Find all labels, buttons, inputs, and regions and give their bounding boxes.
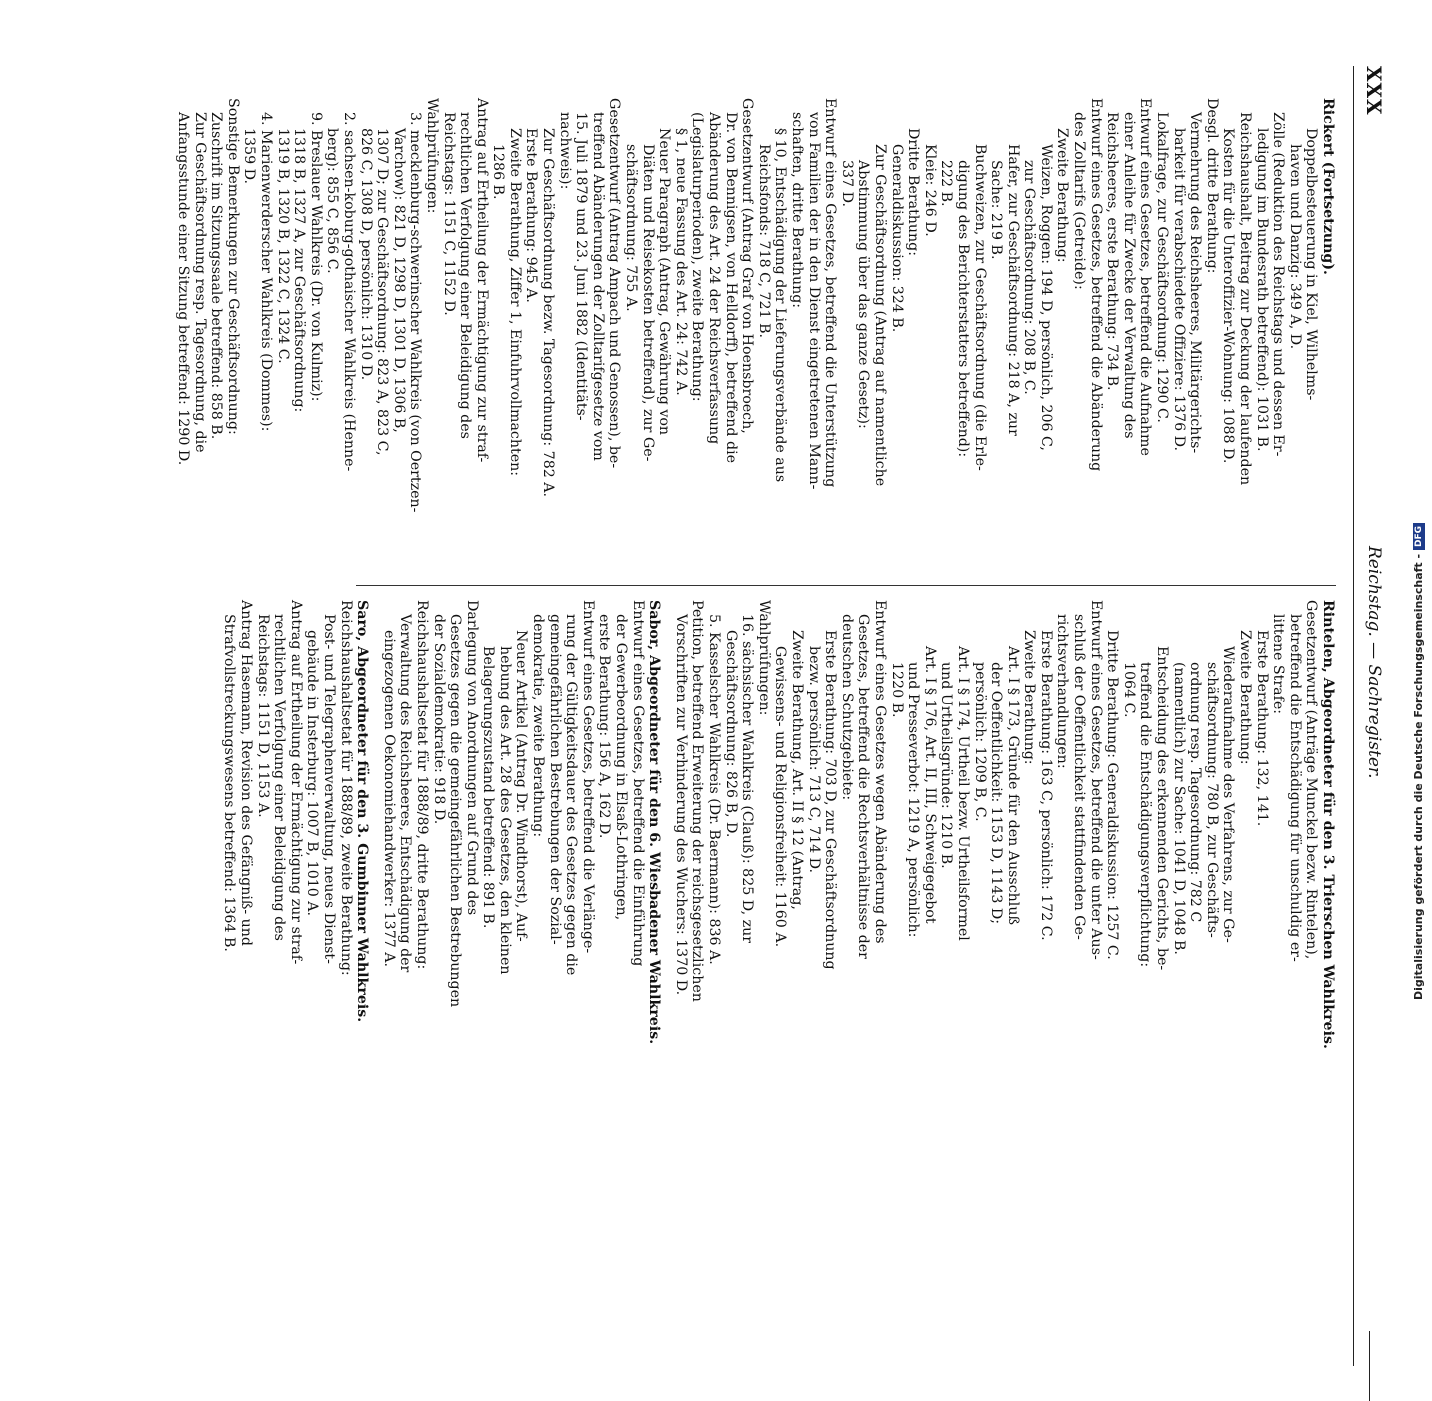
index-line: der Gewerbeordnung in Elsaß-Lothringen, [613,614,630,921]
index-line: (Legislaturperioden), zweite Berathung: [689,112,706,402]
index-line: 16. sächsischer Wahlkreis (Clauß): 825 D, zur [739,614,756,944]
index-line: 222 B. [938,160,955,207]
left-column [175,98,1336,658]
index-line: Erste Berathung: 163 C, persönlich: 172 C. [1037,630,1054,941]
index-line: 15. Juli 1879 und 23. Juni 1882 (Identitäts- [573,112,590,421]
index-line: treffend Abänderungen der Zolltarifgesetze vom [589,112,606,461]
index-line: Vorschriften zur Verhinderung des Wuchers: 1370 D. [672,614,689,996]
dfg-logo: DFG [1413,523,1425,550]
index-line: Antrag Hasemann, Revision des Gefängniß- und [238,600,254,947]
index-line: Generaldiskussion: 324 B. [888,144,905,333]
index-line: Entwurf eines Gesetzes, betreffend die Unterstützung [822,98,839,488]
index-line: ordnung resp. Tagesordnung: 782 C [1187,662,1204,923]
entry-gap [370,600,380,1050]
index-line: Zur Geschäftsordnung (Antrag auf namentliche [871,144,888,487]
index-line: Reichshaushaltsetat für 1888/89, dritte Berathung: [413,600,430,970]
index-line: Doppelbesteuerung in Kiel, Wilhelms- [1303,128,1320,401]
index-line: Reichstags: 1151 C, 1152 D. [440,112,457,316]
index-line: 1064 C. [1120,662,1137,718]
index-line: Entwurf eines Gesetzes, betreffend die Abänderung [1087,98,1104,472]
index-line: Reichsfonds: 718 C, 721 B. [755,144,772,339]
index-line: Antrag auf Ertheilung der Ermächtigung zur straf- [287,600,304,965]
index-line: Kleie: 246 D. [921,144,938,237]
index-line: Erste Berathung: 132, 141. [1253,630,1270,827]
index-line: zur Geschäftsordnung: 208 B, C. [1021,160,1038,395]
index-line: Gesetzes gegen die gemeingefährlichen Bestrebungen [447,614,464,1008]
index-line: Art. I § 176, Art. II, III, Schweigegebot [921,646,938,924]
index-line: schaften, dritte Berathung: [789,112,805,309]
index-line: und Urtheilsgründe: 1210 B. [938,662,955,869]
index-line: betreffend die Entschädigung für unschuldig er- [1286,614,1303,962]
index-line: Gesetzentwurf (Anträge Munckel bezw. Rintelen), [1303,600,1320,960]
index-line: Sonstige Bemerkungen zur Geschäftsordnung: [224,98,241,435]
index-line: Abstimmung über das ganze Gesetz): [855,160,872,429]
column-divider [356,585,1336,586]
entry-heading: Rintelen, Abgeordneter für den 3. Trierschen Wahlkreis. [1320,600,1336,1049]
index-line: 4. Marienwerderscher Wahlkreis (Dommes): [258,112,274,432]
index-line: Varchow): 821 D, 1298 D, 1301 D, 1306 B, [390,128,407,433]
index-line: Diäten und Reisekosten betreffend), zur Ge- [639,144,656,462]
index-line: Reichshaushalt, Beitrag zur Deckung der laufenden [1237,112,1254,486]
index-line: erste Berathung: 156 A, 162 D. [596,614,613,839]
index-line: Anfangsstunde einer Sitzung betreffend: 1290 D. [175,112,192,466]
credit-text: Digitalisierung gefördert durch die Deutsche Forschungsgemeinschaft - [1412,553,1425,1000]
index-line: der Oeffentlichkeit: 1153 D, 1143 D; [988,662,1005,925]
index-line: Gesetzentwurf (Antrag Graf von Hoensbroech, [739,98,756,434]
index-line: Zur Geschäftsordnung bezw. Tagesordnung: 782 A. [540,128,557,498]
index-line: Zweite Berathung, Ziffer 1, Einfuhrvollmachten: [506,128,523,477]
index-line: Geschäftsordnung: 826 B, D. [722,630,739,838]
index-line: Dritte Berathung: Generaldiskussion: 1257 C. [1104,630,1121,960]
index-line: Zweite Berathung, Art. II § 12 (Antrag, [789,630,805,910]
index-line: Zuschrift im Sitzungssaale betreffend: 858 B. [208,112,225,440]
index-line: 1319 B, 1320 B, 1322 C, 1324 C. [274,128,291,364]
index-line: gebäude in Insterburg: 1007 B, 1010 A. [304,630,321,917]
index-line: 3. mecklenburg-schwerinscher Wahlkreis (von Oertzen- [407,112,424,513]
index-line: Wiederaufnahme des Verfahrens, zur Ge- [1220,646,1237,943]
index-line: ledigung im Bundesrath betreffend): 1031 B. [1253,128,1270,452]
index-line: Entscheidung des erkennenden Gerichts, be- [1154,646,1171,971]
index-line: des Zolltarifs (Getreide): [1071,112,1088,290]
index-line: demokratie, zweite Berathung: [530,614,547,838]
index-line: Gewissens- und Religionsfreiheit: 1160 A. [772,646,789,948]
index-line: berg): 855 C, 856 C. [324,128,341,274]
index-line: Wahlprüfungen: [755,600,772,716]
index-line: Zweite Berathung: [1237,630,1254,765]
digitization-credit [1412,0,1432,1000]
index-line: Kosten für die Unteroffizier-Wohnung: 1088 D. [1220,128,1237,464]
index-line: eingezogenen Oekonomiehandwerker: 1377 A. [380,630,397,968]
index-line: Reichstags: 1151 D, 1153 A. [254,614,271,818]
index-line: Lokalfrage, zur Geschäftsordnung: 1290 C. [1154,112,1171,423]
index-line: Entwurf eines Gesetzes, betreffend die Aufnahme [1137,98,1154,456]
index-line: nachweis): [556,112,573,190]
index-line: littene Strafe: [1270,614,1287,715]
index-line: 1318 B, 1327 A, zur Geschäftsordnung: [291,128,308,413]
index-line: Vermehrung des Reichsheeres, Militärgerichts- [1187,112,1204,454]
index-line: Post- und Telegraphenverwaltung, neues Dienst- [320,614,337,964]
index-line: barkeit für verabschiedete Offiziere: 1376 D. [1170,128,1187,451]
index-line: (namentlich) zur Sache: 1041 D, 1048 B. [1170,662,1187,955]
index-line: 5. Kasselscher Wahlkreis (Dr. Baermann): 836 A. [706,614,723,965]
entry-heading: Sabor, Abgeordneter für den 6. Wiesbadener Wahlkreis. [646,600,663,1045]
index-line: § 10, Entschädigung der Lieferungsverbände aus [772,128,789,483]
index-line: Art. I § 173, Gründe für den Ausschluß [1004,646,1021,925]
index-line: Buchweizen, zur Geschäftsordnung (die Erle- [971,144,988,471]
index-line: Petition, betreffend Erweiterung der reichsgesetzlichen [689,600,706,1002]
index-line: deutschen Schutzgebiete: [838,614,855,801]
index-line: Abänderung des Art. 24 der Reichsverfassung [706,112,723,445]
index-line: schluß der Oeffentlichkeit stattfindenden Ge- [1071,614,1088,940]
index-line: Weizen, Roggen: 194 D, persönlich, 206 C, [1037,144,1054,451]
index-line: von Familien der in den Dienst eingetretenen Mann- [805,112,822,490]
index-line: und Presseverbot: 1219 A, persönlich: [905,662,922,938]
index-line: 2. sachsen-koburg-gothaischer Wahlkreis (Henne- [340,112,357,472]
entry-gap [662,600,672,1050]
index-line: 1220 B. [888,662,905,718]
index-line: rung der Gültigkeitsdauer des Gesetzes gegen die [563,614,580,976]
index-line: rechtlichen Verfolgung einer Beleidigung des [457,112,474,439]
index-line: Zur Geschäftsordnung resp. Tagesordnung, die [191,112,208,453]
index-line: Strafvollstreckungswesens betreffend: 1364 B. [221,614,238,952]
index-line: Gesetzes, betreffend die Rechtsverhältnisse der [855,614,872,959]
index-line: Reichshaushaltsetat für 1888/89, zweite Berathung: [337,600,354,976]
index-line: einer Anleihe für Zwecke der Verwaltung des [1120,112,1137,439]
index-line: digung des Berichterstatters betreffend): [954,160,971,458]
index-line: Antrag auf Ertheilung der Ermächtigung zur straf- [473,98,490,463]
index-line: persönlich: 1209 B, C. [971,662,988,822]
index-line: Wahlprüfungen: [423,98,440,214]
index-line: 1307 D; zur Geschäftsordnung: 823 A, 823 C, [374,128,391,456]
index-line: § 1, neue Fassung des Art. 24: 742 A. [672,128,689,396]
running-title: Reichstag. — Sachregister. [1364,546,1384,779]
index-line: Dritte Berathung: [905,128,922,257]
index-line: Sache: 219 B. [988,160,1005,260]
index-line: Hafer, zur Geschäftsordnung: 218 A, zur [1004,144,1021,436]
index-line: Verwaltung des Reichsheeres, Entschädigung der [397,614,414,973]
index-line: der Sozialdemokratie: 918 D. [430,614,447,825]
index-line: haven und Danzig: 349 A, D. [1286,144,1303,350]
index-line: Darlegung von Anordnungen auf Grund des [463,600,480,916]
index-line: hebung des Art. 28 des Gesetzes, den kleinen [496,646,513,975]
index-line: 1286 B. [490,144,507,200]
index-line: 1359 D. [241,128,258,184]
index-line: Neuer Artikel (Antrag Dr. Windthorst), Auf- [513,630,530,942]
index-line: Entwurf eines Gesetzes, betreffend die Verlänge- [579,600,596,954]
index-line: Zweite Berathung: [1054,128,1071,263]
index-line: schäftsordnung: 755 A. [623,144,640,312]
index-line: 826 C, 1308 D, persönlich: 1310 D. [357,128,374,381]
index-line: Art. I § 174, Urtheil bezw. Urtheilsformel [954,646,971,941]
page-header [1348,66,1392,1366]
index-line: 337 D. [838,160,855,207]
right-column [221,600,1336,1050]
index-line: Entwurf eines Gesetzes wegen Abänderung des [871,600,888,944]
index-line: Belagerungszustand betreffend: 891 B. [480,646,497,929]
index-line: Entwurf eines Gesetzes, betreffend die Einführung [629,600,646,967]
index-line: Entwurf eines Gesetzes, betreffend die unter Aus- [1087,600,1104,960]
index-line: Zweite Berathung: [1021,630,1038,765]
index-line: Zölle (Reduktion des Reichstags und dessen Er- [1270,112,1287,457]
index-line: treffend die Entschädigungsverpflichtung: [1137,662,1154,968]
index-line: rechtlichen Verfolgung einer Beleidigung des [271,614,288,941]
page-number: XXX [1362,66,1386,116]
entry-heading: Saro, Abgeordneter für den 3. Gumbinner Wahlkreis. [354,600,371,1023]
entry-heading: Rickert (Fortsetzung). [1320,98,1336,275]
corner-rule [1369,1331,1370,1401]
index-line: schäftsordnung: 780 B, zur Geschäfts- [1203,662,1220,938]
index-line: Neuer Paragraph (Antrag, Gewährung von [656,128,673,436]
index-line: richtsverhandlungen: [1054,614,1071,769]
index-line: gemeingefährlichen Bestrebungen der Sozial- [546,614,563,945]
index-line: Desgl. dritte Berathung: [1203,98,1220,274]
index-line: 9. Breslauer Wahlkreis (Dr. von Kulmiz): [307,112,324,402]
index-line: Gesetzentwurf (Antrag Ampach und Genossen), be- [606,98,623,469]
index-line: Erste Berathung: 945 A. [523,128,540,303]
index-line: Reichsheeres, erste Berathung: 734 B. [1104,112,1121,391]
index-line: Dr. von Bennigsen, von Helldorff), betreffend die [722,112,739,464]
index-line: Erste Berathung: 703 D, zur Geschäftsordnung [822,630,839,970]
header-rule [1353,66,1354,1366]
index-line: bezw. persönlich: 713 C, 714 D. [805,646,822,874]
